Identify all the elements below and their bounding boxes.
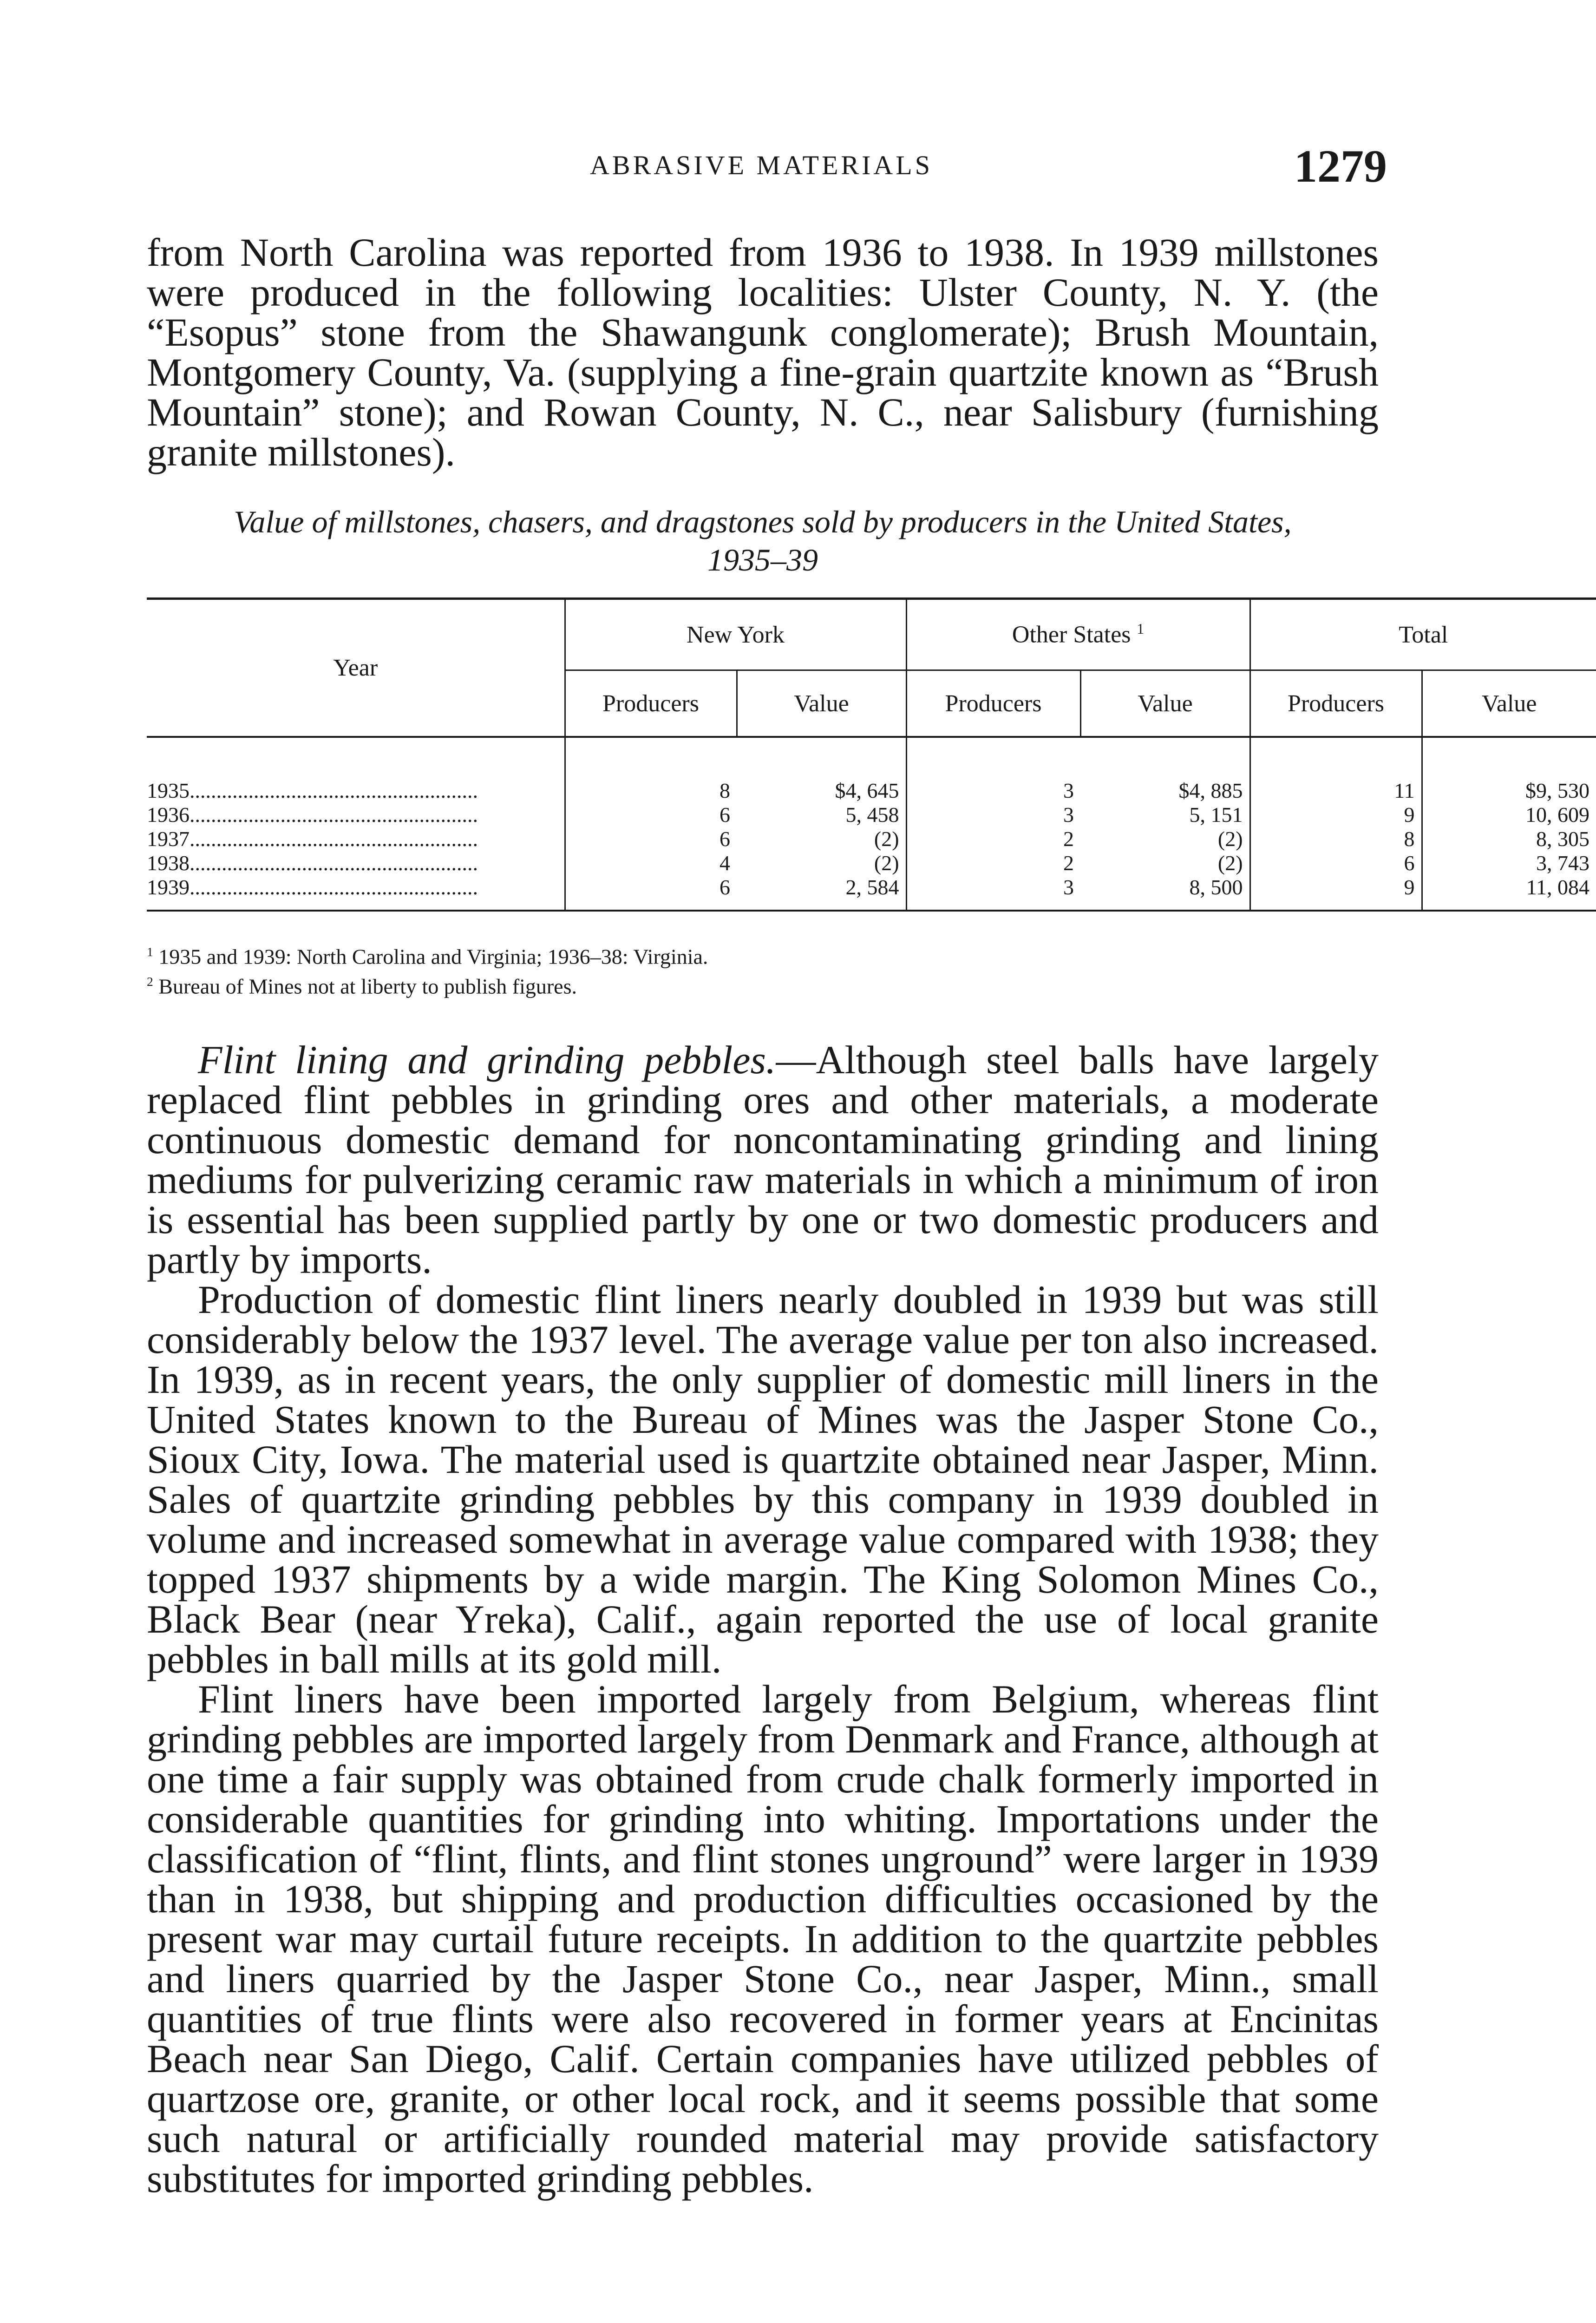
subheader-total-value: Value [1422, 670, 1596, 737]
ny-producers-cell: 8 [565, 737, 737, 803]
ny-value-cell: 5, 458 [845, 803, 899, 827]
table-header-row-groups [147, 599, 1596, 670]
footnote-marker: 1 [147, 945, 153, 959]
group-header-other-states [906, 599, 1250, 670]
group-header-total [1250, 599, 1596, 670]
ny-producers-cell: 6 [565, 827, 737, 851]
table-caption-line2: 1935–39 [707, 542, 818, 577]
other-producers-cell: 3 [906, 875, 1080, 911]
total-producers-cell: 11 [1250, 737, 1422, 803]
ny-producers-cell: 4 [565, 851, 737, 875]
other-value-cell: $4, 885 [1178, 779, 1243, 802]
total-value-cell: 11, 084 [1422, 875, 1596, 911]
ny-producers-cell: 6 [565, 803, 737, 827]
table-footnotes [147, 939, 1379, 999]
total-value-cell: 8, 305 [1422, 827, 1596, 851]
total-producers-cell: 8 [1250, 827, 1422, 851]
other-value-cell: 8, 500 [1080, 875, 1250, 911]
group-label: Other States [1012, 621, 1131, 648]
running-header: ABRASIVE MATERIALS [590, 150, 933, 180]
other-producers-cell: 2 [906, 827, 1080, 851]
ny-value-cell: (2) [874, 851, 899, 875]
footnote [147, 939, 1379, 969]
other-producers-cell: 3 [906, 737, 1080, 803]
year-cell: 1939...................................................... [147, 875, 565, 911]
group-label: New York [687, 621, 785, 648]
year-cell: 1935...................................................... [147, 779, 478, 802]
year-cell: 1937...................................................... [147, 827, 478, 851]
total-producers-cell: 9 [1250, 875, 1422, 911]
page-number: 1279 [1294, 140, 1387, 192]
table-caption [147, 503, 1379, 579]
ny-value-cell: $4, 645 [835, 779, 899, 802]
year-cell: 1938...................................................... [147, 851, 478, 875]
year-cell: 1936...................................................... [147, 803, 478, 827]
ny-value-cell: 2, 584 [737, 875, 906, 911]
data-table [147, 597, 1596, 912]
subheader-ny-value: Value [737, 670, 906, 737]
ny-value-cell: (2) [874, 827, 899, 851]
total-producers-cell: 9 [1250, 803, 1422, 827]
flint-paragraph-2: Production of domestic flint liners nearly doubled in 1939 but was still considerably below the 1937 level. The average value per ton also increased. In 1939, as in recent years, the only supplier of domestic mill liners in the United States known to the Bureau of Mines was the Jasper Stone Co., Sioux City, Iowa. The material used is quartzite obtained near Jasper, Minn. Sales of quartzite grinding pebbles by this company in 1939 doubled in volume and increased somewhat in average value compared with 1938; they topped 1937 shipments by a wide margin. The King Solomon Mines Co., Black Bear (near Yreka), Calif., again reported the use of local granite pebbles in ball mills at its gold mill. [147, 1277, 1379, 1681]
other-producers-cell: 2 [906, 851, 1080, 875]
paragraph-text: —Although steel balls have largely replaced flint pebbles in grinding ores and other materials, a moderate continuous domestic demand for noncontaminating grinding and lining mediums for pulverizing ceramic raw materials in which a minimum of iron is essential has been supplied partly by one or two domestic producers and partly by imports. [147, 1037, 1379, 1282]
subheader-total-producers: Producers [1250, 670, 1422, 737]
table-row [147, 827, 1596, 851]
year-header-label: Year [333, 655, 378, 681]
group-header-new-york [565, 599, 906, 670]
footnote [147, 969, 1379, 999]
footnote-marker: 1 [1137, 621, 1145, 637]
flint-paragraph-3: Flint liners have been imported largely from Belgium, whereas flint grinding pebbles are imported largely from Denmark and France, although at one time a fair supply was obtained from crude chalk formerly imported in considerable quantities for grinding into whiting. Importations under the classification of “flint, flints, and flint stones unground” were larger in 1939 than in 1938, but shipping and production difficulties occasioned by the present war may curtail future receipts. In addition to the quartzite pebbles and liners quarried by the Jasper Stone Co., near Jasper, Minn., small quantities of true flints were also recovered in former years at Encinitas Beach near San Diego, Calif. Certain companies have utilized pebbles of quartzose ore, granite, or other local rock, and it seems possible that some such natural or artificially rounded material may provide satisfactory substitutes for imported grinding pebbles. [147, 1677, 1379, 2201]
section-heading: Flint lining and grinding pebbles. [198, 1037, 776, 1082]
subheader-other-value: Value [1080, 670, 1250, 737]
intro-paragraph: from North Carolina was reported from 1936 to 1938. In 1939 millstones were produced in the following localities: Ulster County, N. Y. (the “Esopus” stone from the Shawangunk conglomerate); Brush Mountain, Montgomery County, Va. (supplying a fine-grain quartzite known as “Brush Mountain” stone); and Rowan County, N. C., near Salisbury (furnishing granite millstones). [147, 230, 1379, 474]
year-column-header [147, 599, 565, 737]
table-row [147, 737, 1596, 803]
other-value-cell: (2) [1217, 827, 1243, 851]
total-value-cell: 10, 609 [1422, 803, 1596, 827]
footnote-text: Bureau of Mines not at liberty to publish figures. [158, 974, 577, 998]
other-producers-cell: 3 [906, 803, 1080, 827]
other-value-cell: (2) [1217, 851, 1243, 875]
footnote-marker: 2 [147, 974, 153, 989]
table-row [147, 875, 1596, 911]
other-value-cell: 5, 151 [1189, 803, 1243, 827]
table-row [147, 803, 1596, 827]
subheader-ny-producers: Producers [565, 670, 737, 737]
flint-paragraph-1 [147, 1037, 1379, 1282]
footnote-text: 1935 and 1939: North Carolina and Virginia; 1936–38: Virginia. [158, 945, 708, 969]
total-value-cell: $9, 530 [1422, 737, 1596, 803]
total-value-cell: 3, 743 [1422, 851, 1596, 875]
group-label: Total [1399, 621, 1448, 648]
subheader-other-producers: Producers [906, 670, 1080, 737]
table-caption-line1: Value of millstones, chasers, and dragstones sold by producers in the United States, [234, 504, 1292, 539]
ny-producers-cell: 6 [565, 875, 737, 911]
table-row [147, 851, 1596, 875]
total-producers-cell: 6 [1250, 851, 1422, 875]
millstones-table [147, 597, 1590, 912]
flint-section [147, 1037, 1379, 2201]
